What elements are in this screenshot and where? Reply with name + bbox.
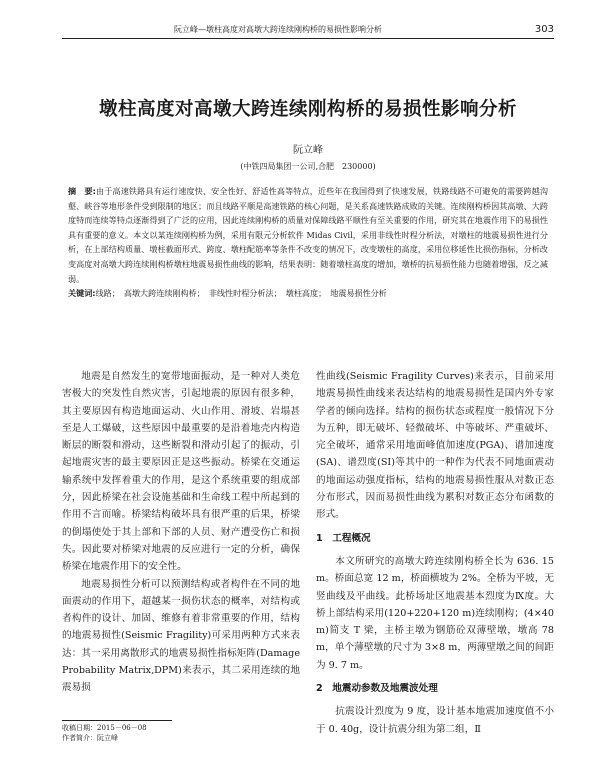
right-column [316, 368, 554, 738]
page-number: 303 [534, 24, 554, 35]
section-heading: 2 地震动参数及地震波处理 [316, 683, 438, 695]
body-paragraph: 地震是自然发生的宽带地面振动，是一种对人类危害极大的突发性自然灾害，引起地震的原因有很多种，其主要原因有构造地面运动、火山作用、滑坡、岩塌甚至是人工爆破，这些原因中最重要的是沿着地壳内构造断层的断裂和滑动，这些断裂和滑动引起了的振动，引起地震灾害的最主要原因正是这些振动。桥梁在交通运输系统中发挥着重大的作用，是这个系统重要的组成部分，因此桥梁在社会设施基础和生命线工程中所起到的作用不言而喻。桥梁结构破坏具有很严重的后果，桥梁的倒塌使处于其上部和下部的人员、财产遭受伤亡和损失。因此要对桥梁对地震的反应进行一定的分析，确保桥梁在地震作用下的安全性。 [62, 371, 300, 573]
author-name: 阮立峰 [293, 145, 323, 156]
body-paragraph: 地震易损性分析可以预测结构或者构件在不同的地面震动的作用下，超越某一损伤状态的概率，对结构或者构件的设计、加固、维修有着非常重要的作用，结构的地震易损性(Seismic Fragility)可采用两种方式来表达：其一采用离散形式的地震易损性指标矩阵(Damage Probability Matrix,DPM)来表示，其二采用连续的地震易损 [62, 578, 300, 694]
body-paragraph: 性曲线(Seismic Fragility Curves)来表示，目前采用地震易损性曲线来表达结构的地震易损性是国内外专家学者的倾向选择。结构的损伤状态或程度一般情况下分为五种，即无破坏、轻微破坏、中等破坏、严重破坏、完全破坏，通常采用地面峰值加速度(PGA)、谱加速度(SA)、谱烈度(SI)等其中的一种作为代表不同地面震动的地面运动强度指标，结构的地震易损性服从对数正态分布形式，因而易损性曲线为累积对数正态分布函数的形式。 [316, 371, 554, 521]
keywords-text: 线路； 高墩大跨连续刚构桥； 非线性时程分析法； 墩柱高度； 地震易损性分析 [95, 288, 387, 299]
abstract-paragraph [68, 184, 548, 286]
footnote-rule [62, 720, 172, 721]
running-head: 阮立峰—墩柱高度对高墩大跨连续刚构桥的易损性影响分析 [174, 25, 382, 34]
body-paragraph: 抗震设计烈度为 9 度，设计基本地震加速度值不小于 0. 40g，设计抗震分组为第二组，Ⅱ [316, 706, 554, 735]
paper-title: 墩柱高度对高墩大跨连续刚构桥的易损性影响分析 [98, 99, 517, 120]
keywords-label: 关键词: [68, 288, 96, 299]
received-date: 收稿日期：2015－06－08 [62, 724, 147, 732]
footnote [62, 723, 147, 743]
author-intro: 作者简介：阮立峰 [62, 734, 118, 742]
abstract-text: 由于高速铁路具有运行速度快、安全性好、舒适性高等特点，近些年在我国得到了快速发展，铁路线路不可避免的需要跨越沟壑、峡谷等地形条件受到限制的地区；而且线路平顺是高速铁路的核心问题，是关系高速铁路成败的关键。连续刚构桥因其高墩、大跨度特而连续等特点逐渐得到了广泛的应用，因此连续刚构桥的质量对保障线路平顺性有至关重要的作用，研究其在地震作用下的易损性具有重要的意义。本文以某连续刚构桥为例，采用有限元分析软件 Midas Civil，采用非线性时程分析法，对墩柱的地震易损性进行分析，在上部结构质量、墩柱截面形式、跨度、墩柱配筋率等条件不改变的情况下，改变墩柱的高度，采用位移延性比损伤指标，分析改变高度对高墩大跨连续刚构桥墩柱地震易损性曲线的影响，结果表明：随着墩柱高度的增加，墩桥的抗易损性能力也随着增强，反之减弱。 [68, 186, 548, 284]
author-affiliation: (中铁四局集团一公司,合肥 230000) [240, 162, 376, 171]
running-header [62, 24, 554, 39]
keywords-line [68, 286, 548, 301]
body-paragraph: 本文所研究的高墩大跨连续刚构桥全长为 636. 15 m。桥面总宽 12 m，桥面横坡为 2%。全桥为平坡，无竖曲线及平曲线。此桥场址区地震基本烈度为Ⅸ度。大桥上部结构采用(120+220+120 m)连续刚构；(4×40 m)简支 T 梁，主桥主墩为钢筋砼双薄壁墩，墩高 78 m，单个薄壁墩的尺寸为 3×8 m，两薄壁墩之间的间距为 9. 7 m。 [316, 555, 554, 671]
left-column [62, 368, 300, 697]
abstract-label: 摘 要: [68, 186, 96, 196]
abstract-block [68, 184, 548, 301]
section-heading: 1 工程概况 [316, 532, 371, 544]
